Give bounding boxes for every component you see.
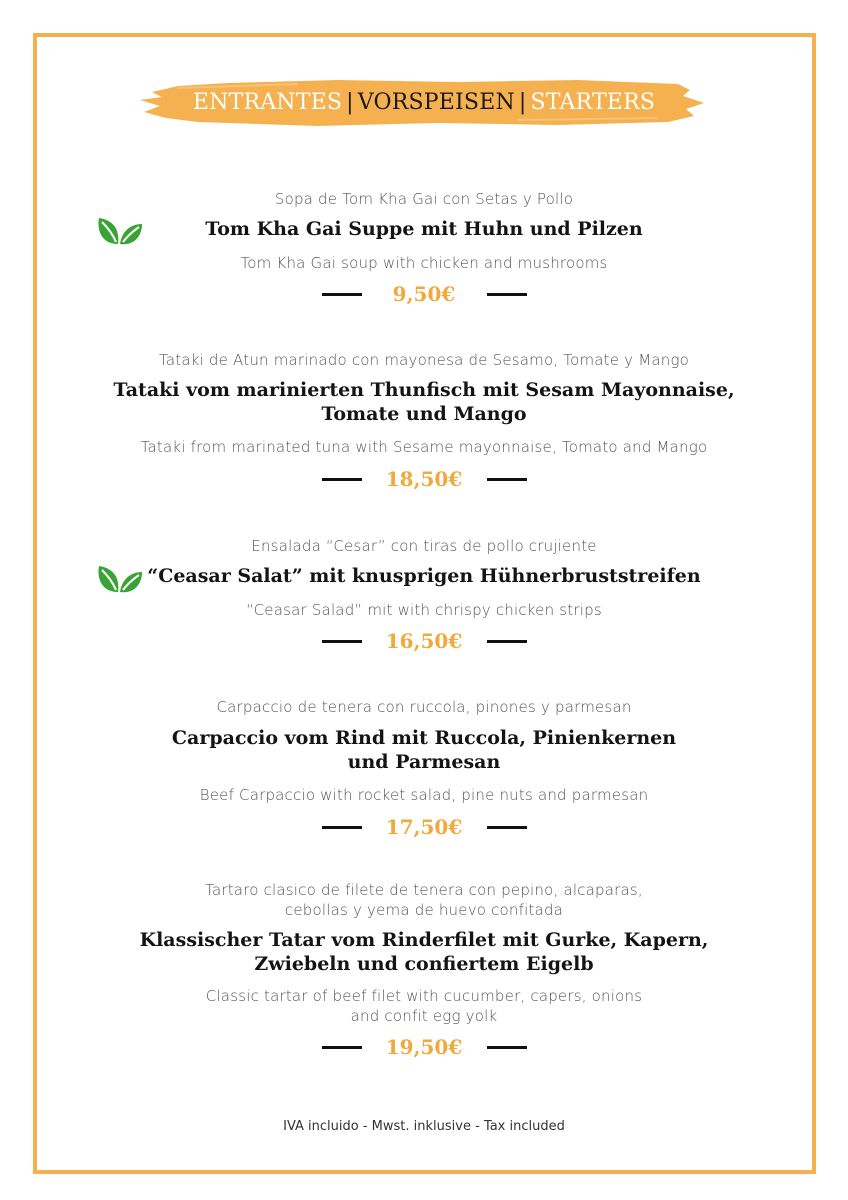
item-price: 16,50€ — [385, 629, 463, 653]
title-es: ENTRANTES — [192, 89, 343, 115]
item-name-es: Tataki de Atun marinado con mayonesa de Sesamo, Tomate y Mango — [158, 351, 690, 369]
item-name-de: “Ceasar Salat” mit knusprigen Hühnerbruststreifen — [147, 565, 701, 587]
menu-item-tom-kha-gai — [40, 189, 808, 309]
price-row — [40, 1032, 808, 1062]
item-price: 19,50€ — [385, 1035, 463, 1059]
item-name-es: Carpaccio de tenera con ruccola, pinones y parmesan — [216, 698, 632, 716]
item-name-en: Beef Carpaccio with rocket salad, pine nuts and parmesan — [199, 786, 649, 804]
price-row — [40, 279, 808, 309]
price-divider — [487, 1046, 527, 1049]
price-divider — [487, 478, 527, 481]
item-name-en: “Ceasar Salad” mit with chrispy chicken strips — [246, 601, 602, 619]
price-divider — [487, 640, 527, 643]
item-name-en: Tom Kha Gai soup with chicken and mushrooms — [240, 254, 608, 272]
price-divider — [322, 826, 362, 829]
price-divider — [322, 640, 362, 643]
section-title — [138, 70, 710, 134]
item-name-en: and confit egg yolk — [350, 1007, 498, 1025]
item-name-de: und Parmesan — [347, 751, 501, 773]
item-price: 17,50€ — [385, 815, 463, 839]
menu-item-tataki — [40, 350, 808, 494]
price-divider — [322, 478, 362, 481]
price-divider — [322, 293, 362, 296]
item-name-de: Zwiebeln und confiertem Eigelb — [254, 953, 594, 975]
item-price: 9,50€ — [392, 282, 456, 306]
price-row — [40, 626, 808, 656]
price-row — [40, 812, 808, 842]
item-name-es: Ensalada “Cesar” con tiras de pollo crujiente — [251, 537, 597, 555]
menu-item-carpaccio — [40, 697, 808, 842]
title-de: VORSPEISEN — [357, 89, 515, 115]
item-name-de: Tataki vom marinierten Thunfisch mit Sesam Mayonnaise, — [113, 379, 735, 401]
menu-item-beef-tartar — [40, 880, 808, 1062]
price-divider — [487, 293, 527, 296]
item-name-de: Carpaccio vom Rind mit Ruccola, Pinienkernen — [171, 727, 677, 749]
item-name-es: Tartaro clasico de filete de tenera con pepino, alcaparas, — [205, 881, 643, 899]
item-name-en: Classic tartar of beef filet with cucumber, capers, onions — [205, 987, 643, 1005]
title-separator: | — [518, 89, 527, 115]
price-divider — [322, 1046, 362, 1049]
item-name-es: Sopa de Tom Kha Gai con Setas y Pollo — [274, 190, 574, 208]
section-banner — [138, 70, 710, 134]
item-name-en: Tataki from marinated tuna with Sesame mayonnaise, Tomato and Mango — [140, 438, 708, 456]
price-divider — [487, 826, 527, 829]
tax-note: IVA incluido - Mwst. inklusive - Tax included — [283, 1119, 565, 1134]
item-name-de: Tom Kha Gai Suppe mit Huhn und Pilzen — [205, 218, 643, 240]
price-row — [40, 464, 808, 494]
title-separator: | — [346, 89, 354, 115]
item-name-es: cebollas y yema de huevo confitada — [284, 901, 564, 919]
title-en: STARTERS — [530, 89, 656, 115]
item-name-de: Tomate und Mango — [321, 403, 527, 425]
menu-item-ceasar-salad — [40, 536, 808, 656]
item-price: 18,50€ — [385, 467, 463, 491]
item-name-de: Klassischer Tatar vom Rinderfilet mit Gurke, Kapern, — [139, 929, 709, 951]
